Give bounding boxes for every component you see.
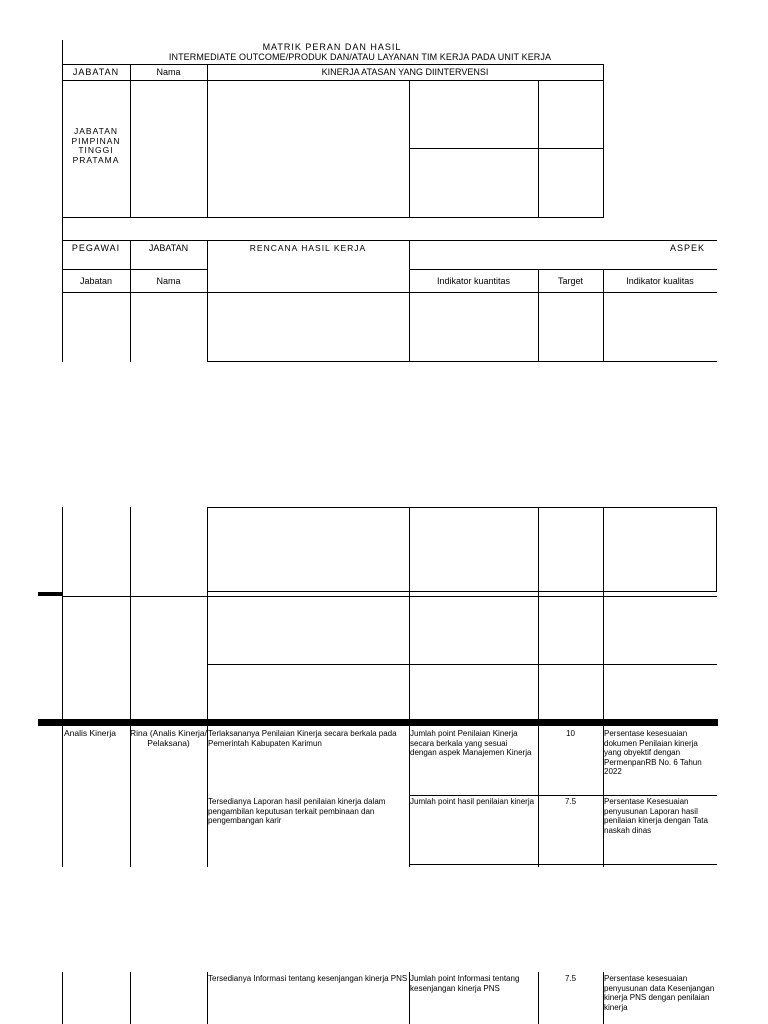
rule (716, 507, 717, 591)
header-kinerja-atasan: KINERJA ATASAN YANG DIINTERVENSI (321, 67, 489, 77)
employee-jabatan: Analis Kinerja (64, 728, 116, 738)
header-nama: Nama (156, 67, 181, 77)
page-break-marker (38, 592, 62, 596)
indikator-kualitas-1: Persentase kesesuaian dokumen Penilaian kinerja yang obyektif dengan PermenpanRB No. 6 Tahun 2022 (604, 729, 702, 776)
target-3: 7.5 (564, 974, 577, 983)
title-line2: INTERMEDIATE OUTCOME/PRODUK DAN/ATAU LAYANAN TIM KERJA PADA UNIT KERJA (168, 52, 552, 62)
subheader-indikator-kualitas: Indikator kualitas (626, 276, 694, 286)
jpt-label: JABATAN PIMPINAN TINGGI PRATAMA (71, 126, 121, 165)
rule (409, 507, 410, 867)
section-divider (38, 719, 718, 726)
subheader-target: Target (557, 276, 583, 286)
rule (62, 217, 604, 218)
rule (538, 507, 539, 867)
rule (603, 64, 604, 218)
indikator-kuantitas-1: Jumlah point Penilaian Kinerja secara berkala yang sesuai dengan aspek Manajemen Kinerja (410, 729, 532, 757)
rule (62, 292, 717, 293)
header-rhk: RENCANA HASIL KERJA (249, 243, 367, 253)
left-border-top (62, 40, 63, 362)
rule (207, 507, 717, 508)
rule (62, 64, 603, 65)
rule (62, 269, 207, 270)
subheader-indikator-kuantitas: Indikator kuantitas (436, 276, 511, 286)
rule (130, 240, 131, 362)
rule (409, 864, 717, 865)
rule (207, 664, 717, 665)
subheader-jabatan: Jabatan (79, 276, 113, 286)
header-pegawai: PEGAWAI (71, 243, 121, 253)
target-2: 7.5 (564, 797, 577, 806)
rule (409, 240, 410, 362)
rule (409, 148, 603, 149)
rule (130, 972, 131, 1024)
rule (207, 64, 208, 218)
rule (207, 240, 208, 362)
rule (409, 80, 410, 218)
header-aspek: ASPEK (670, 243, 706, 253)
indikator-kualitas-3: Persentase kesesuaian penyusunan data Kesenjangan kinerja PNS dengan penilaian kinerja (604, 974, 715, 1012)
rhk-2: Tersedianya Laporan hasil penilaian kinerja dalam pengambilan keputusan terkait pembinaan dan pengembangan karir (208, 797, 386, 825)
header-jabatan: JABATAN (72, 67, 120, 77)
title-line1: MATRIK PERAN DAN HASIL (262, 42, 402, 52)
rule (62, 596, 717, 597)
indikator-kualitas-2: Persentase Kesesuaian penyusunan Laporan hasil penilaian kinerja dengan Tata naskah dinas (604, 797, 708, 835)
rule (538, 80, 539, 218)
left-border-mid (62, 507, 63, 867)
rule (62, 240, 717, 241)
rule (62, 80, 603, 81)
indikator-kuantitas-3: Jumlah point Informasi tentang kesenjangan kinerja PNS (410, 974, 520, 993)
rule (207, 591, 717, 592)
rule (130, 507, 131, 867)
indikator-kuantitas-2: Jumlah point hasil penilaian kinerja (410, 797, 535, 806)
left-border-bottom (62, 972, 63, 1024)
rhk-1: Terlaksananya Penilaian Kinerja secara berkala pada Pemerintah Kabupaten Karimun (208, 729, 397, 748)
rule (409, 795, 717, 796)
target-1: 10 (566, 729, 575, 738)
rule (130, 64, 131, 218)
employee-nama: Rina (Analis Kinerja/Pelaksana) (130, 728, 208, 748)
header-jabatan-2: JABATAN (148, 243, 189, 253)
rhk-3: Tersedianya Informasi tentang kesenjangan kinerja PNS (208, 974, 408, 983)
subheader-nama: Nama (156, 276, 181, 286)
rule (207, 361, 717, 362)
rule (409, 269, 717, 270)
